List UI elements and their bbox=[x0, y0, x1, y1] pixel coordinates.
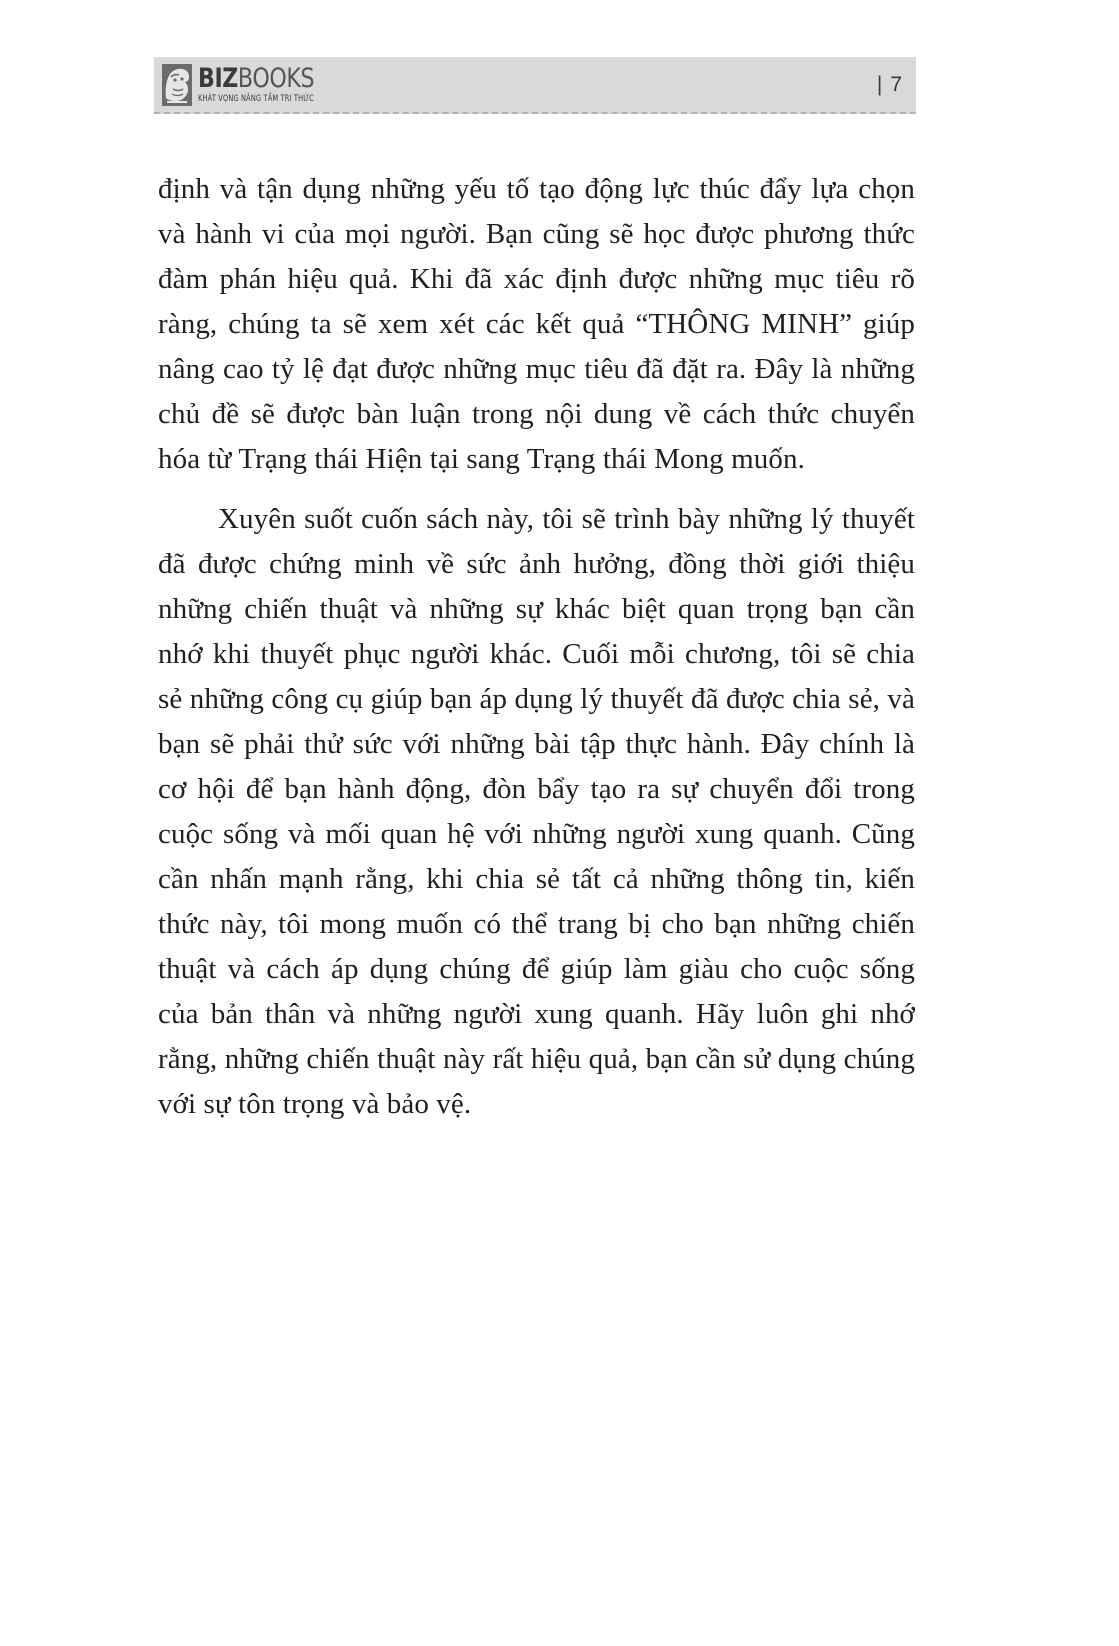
brand-name-light: BOOKS bbox=[237, 63, 315, 94]
page-number-separator: | bbox=[876, 73, 883, 96]
brand-name bbox=[198, 64, 320, 94]
paragraph-1: định và tận dụng những yếu tố tạo động lực thúc đẩy lựa chọn và hành vi của mọi người. Bạn cũng sẽ học được phương thức đàm phán hiệu quả. Khi đã xác định được những mục tiêu rõ ràng, chúng ta sẽ xem xét các kết quả “THÔNG MINH” giúp nâng cao tỷ lệ đạt được những mục tiêu đã đặt ra. Đây là những chủ đề sẽ được bàn luận trong nội dung về cách thức chuyển hóa từ Trạng thái Hiện tại sang Trạng thái Mong muốn. bbox=[158, 173, 915, 475]
body-text bbox=[158, 167, 915, 1127]
publisher-logo bbox=[162, 64, 347, 106]
paragraph-2: Xuyên suốt cuốn sách này, tôi sẽ trình bày những lý thuyết đã được chứng minh về sức ảnh hưởng, đồng thời giới thiệu những chiến thuật và những sự khác biệt quan trọng bạn cần nhớ khi thuyết phục người khác. Cuối mỗi chương, tôi sẽ chia sẻ những công cụ giúp bạn áp dụng lý thuyết đã được chia sẻ, và bạn sẽ phải thử sức với những bài tập thực hành. Đây chính là cơ hội để bạn hành động, đòn bẩy tạo ra sự chuyển đổi trong cuộc sống và mối quan hệ với những người xung quanh. Cũng cần nhấn mạnh rằng, khi chia sẻ tất cả những thông tin, kiến thức này, tôi mong muốn có thể trang bị cho bạn những chiến thuật và cách áp dụng chúng để giúp làm giàu cho cuộc sống của bản thân và những người xung quanh. Hãy luôn ghi nhớ rằng, những chiến thuật này rất hiệu quả, bạn cần sử dụng chúng với sự tôn trọng và bảo vệ. bbox=[158, 503, 915, 1120]
brand-tagline: KHÁT VỌNG NÂNG TẦM TRI THỨC bbox=[198, 94, 314, 104]
page-number-block bbox=[877, 73, 902, 97]
page-number: 7 bbox=[890, 73, 902, 96]
running-header bbox=[154, 57, 916, 114]
ape-head-logo-icon bbox=[162, 64, 192, 106]
brand-name-bold: BIZ bbox=[198, 63, 238, 94]
